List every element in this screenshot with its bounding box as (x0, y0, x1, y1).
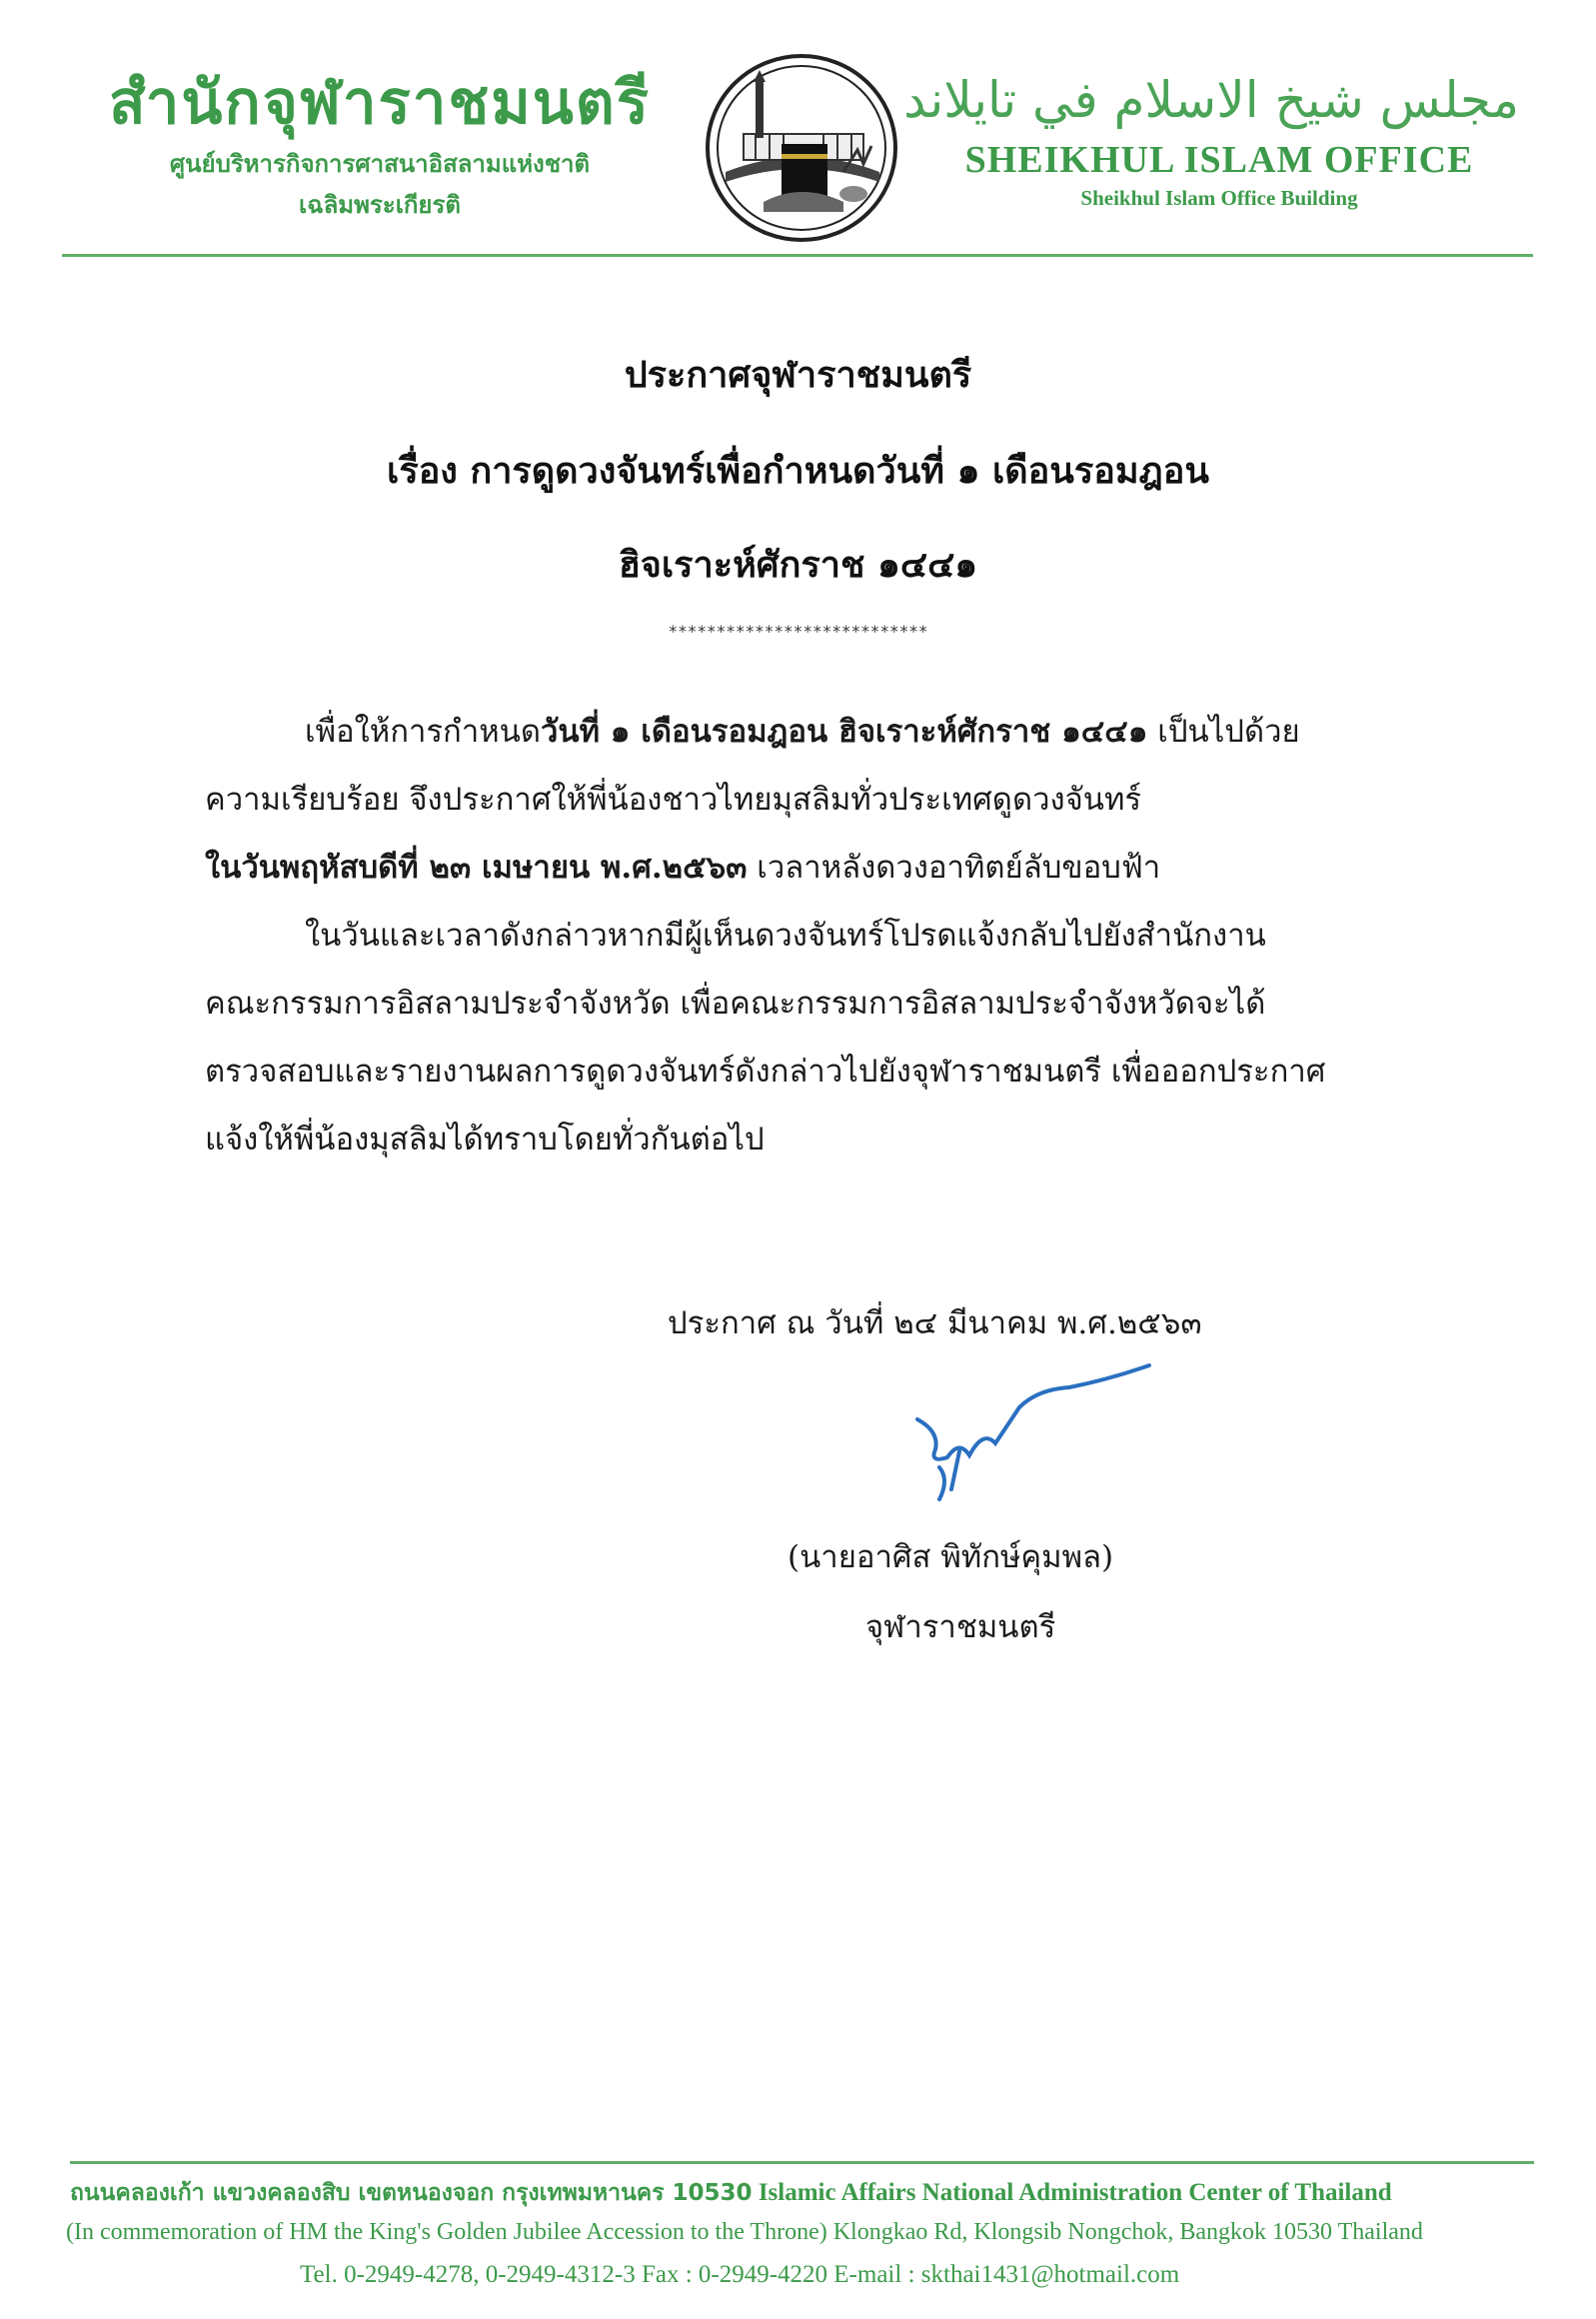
body-line: ความเรียบร้อย จึงประกาศให้พี่น้องชาวไทยมุสลิมทั่วประเทศดูดวงจันทร์ (205, 782, 1142, 818)
office-name-english: SHEIKHUL ISLAM OFFICE (964, 138, 1474, 181)
body-line: ตรวจสอบและรายงานผลการดูดวงจันทร์ดังกล่าวไปยังจุฬาราชมนตรี เพื่อออกประกาศ (205, 1054, 1326, 1090)
announcement-date: ประกาศ ณ วันที่ ๒๔ มีนาคม พ.ศ.๒๕๖๓ (668, 1305, 1202, 1341)
body-line: คณะกรรมการอิสลามประจำจังหวัด เพื่อคณะกรรมการอิสลามประจำจังหวัดจะได้ (205, 986, 1266, 1022)
body-line (205, 842, 1160, 892)
footer-address-english: (In commemoration of HM the King's Golden Jubilee Accession to the Throne) Klongkao Rd, Klongsib Nongchok, Bangkok 10530 Thailand (66, 2219, 1423, 2245)
document-year: ฮิจเราะห์ศักราช ๑๔๔๑ (618, 544, 978, 586)
footer-contact: Tel. 0-2949-4278, 0-2949-4312-3 Fax : 0-2949-4220 E-mail : skthai1431@hotmail.com (300, 2261, 1180, 2288)
document-title: ประกาศจุฬาราชมนตรี (624, 354, 972, 396)
body-bold-text: วันที่ ๑ เดือนรอมฎอน ฮิจเราะห์ศักราช ๑๔๔๑ (540, 714, 1148, 750)
body-bold-text: ในวันพฤหัสบดีที่ ๒๓ เมษายน พ.ศ.๒๕๖๓ (205, 850, 748, 886)
letterhead-english (903, 71, 1519, 211)
office-subtitle2-thai: เฉลิมพระเกียรติ (299, 191, 461, 219)
office-subtitle-thai: ศูนย์บริหารกิจการศาสนาอิสลามแห่งชาติ (169, 150, 591, 178)
mosque-seal-icon (704, 52, 899, 244)
signature-icon (899, 1359, 1159, 1509)
body-text: เวลาหลังดวงอาทิตย์ลับขอบฟ้า (747, 850, 1161, 886)
footer-divider (70, 2161, 1534, 2164)
body-text: เป็นไปด้วย (1147, 714, 1300, 750)
footer-address-line (70, 2175, 1534, 2211)
body-line (305, 706, 1300, 756)
body-text: เพื่อให้การกำหนด (305, 714, 541, 750)
office-name-arabic: مجلس شيخ الاسلام في تايلاند (903, 71, 1519, 129)
letterhead-thai (70, 70, 690, 224)
body-line: ในวันและเวลาดังกล่าวหากมีผู้เห็นดวงจันทร์โปรดแจ้งกลับไปยังสำนักงาน (305, 918, 1266, 954)
footer-address-thai: ถนนคลองเก้า แขวงคลองสิบ เขตหนองจอก กรุงเทพมหานคร 10530 (70, 2180, 753, 2206)
document-subject: เรื่อง การดูดวงจันทร์เพื่อกำหนดวันที่ ๑ เดือนรอมฎอน (387, 450, 1209, 492)
body-line: แจ้งให้พี่น้องมุสลิมได้ทราบโดยทั่วกันต่อไป (205, 1122, 765, 1158)
header-divider (62, 254, 1533, 257)
separator-stars: *************************** (668, 622, 928, 641)
signer-title: จุฬาราชมนตรี (865, 1609, 1056, 1645)
signer-name: (นายอาศิส พิทักษ์คุมพล) (788, 1539, 1114, 1575)
office-building-english: Sheikhul Islam Office Building (1080, 185, 1358, 210)
office-name-thai: สำนักจุฬาราชมนตรี (109, 68, 651, 138)
footer-center-name: Islamic Affairs National Administration Center of Thailand (752, 2179, 1392, 2206)
